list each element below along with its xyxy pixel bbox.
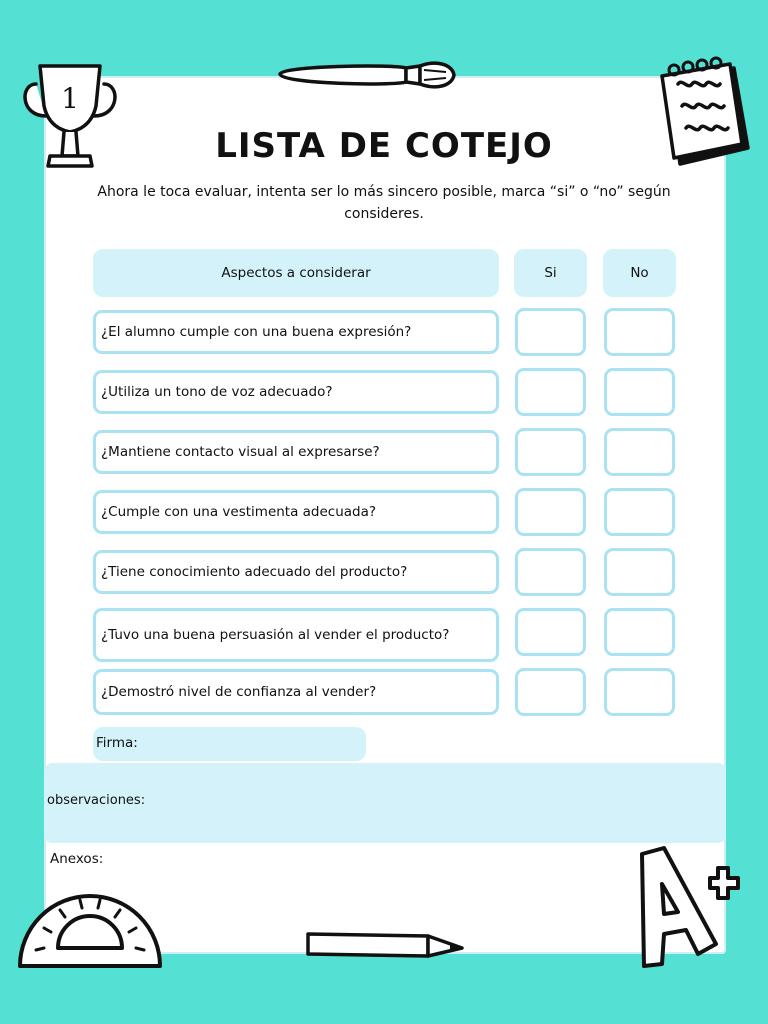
observaciones-label: observaciones: xyxy=(47,793,146,808)
firma-field[interactable] xyxy=(93,727,366,761)
checkbox-yes[interactable] xyxy=(515,608,586,656)
question-row: ¿Demostró nivel de confianza al vender? xyxy=(93,669,499,715)
header-yes: Si xyxy=(514,249,587,297)
page-title: LISTA DE COTEJO xyxy=(215,126,553,166)
checkbox-no[interactable] xyxy=(604,368,675,416)
checkbox-no[interactable] xyxy=(604,608,675,656)
anexos-label: Anexos: xyxy=(50,851,104,867)
question-row: ¿El alumno cumple con una buena expresión? xyxy=(93,310,499,354)
question-row: ¿Utiliza un tono de voz adecuado? xyxy=(93,370,499,414)
checkbox-no[interactable] xyxy=(604,428,675,476)
pencil-icon xyxy=(304,924,470,968)
instructions-text: Ahora le toca evaluar, intenta ser lo más sincero posible, marca “si” o “no” según consideres. xyxy=(97,184,671,222)
header-no: No xyxy=(603,249,676,297)
question-row: ¿Tuvo una buena persuasión al vender el producto? xyxy=(93,608,499,662)
checkbox-no[interactable] xyxy=(604,668,675,716)
paintbrush-icon xyxy=(274,56,460,96)
trophy-number: 1 xyxy=(61,82,79,115)
checkbox-yes[interactable] xyxy=(515,548,586,596)
firma-label: Firma: xyxy=(96,735,138,751)
question-row: ¿Cumple con una vestimenta adecuada? xyxy=(93,490,499,534)
checkbox-no[interactable] xyxy=(604,548,675,596)
checkbox-yes[interactable] xyxy=(515,428,586,476)
question-row: ¿Tiene conocimiento adecuado del producto? xyxy=(93,550,499,594)
checkbox-yes[interactable] xyxy=(515,488,586,536)
checkbox-yes[interactable] xyxy=(515,668,586,716)
observaciones-field[interactable] xyxy=(44,763,726,843)
protractor-icon xyxy=(14,890,166,972)
checkbox-no[interactable] xyxy=(604,308,675,356)
checkbox-no[interactable] xyxy=(604,488,675,536)
grade-icon xyxy=(636,842,748,972)
question-row: ¿Mantiene contacto visual al expresarse? xyxy=(93,430,499,474)
header-aspects: Aspectos a considerar xyxy=(93,249,499,297)
checkbox-yes[interactable] xyxy=(515,368,586,416)
checkbox-yes[interactable] xyxy=(515,308,586,356)
